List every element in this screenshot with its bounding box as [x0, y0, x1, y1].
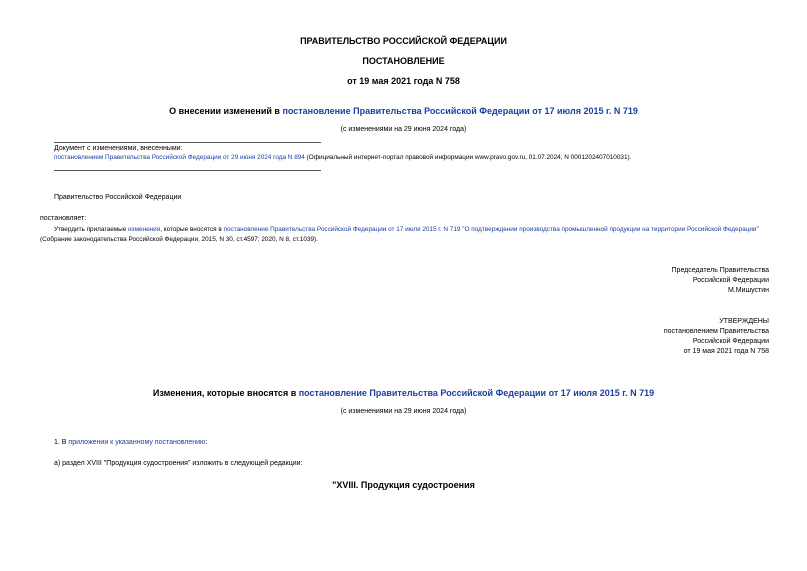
changes-title-link[interactable]: постановление Правительства Российской Федерации от 17 июля 2015 г. N 719 — [298, 388, 655, 398]
document-type: ПОСТАНОВЛЕНИЕ — [362, 56, 445, 66]
document-title — [0, 106, 807, 116]
government-heading: ПРАВИТЕЛЬСТВО РОССИЙСКОЙ ФЕДЕРАЦИИ — [300, 36, 507, 46]
item-1-link[interactable]: приложении к указанному постановлению — [68, 439, 206, 446]
title-prefix: О внесении изменений в — [169, 106, 283, 116]
divider-bottom — [54, 170, 321, 171]
changes-title — [0, 388, 807, 398]
p1-text-c: (Собрание законодательства Российской Федерации, 2015, N 30, ст.4597; 2020, N 8, ст.1039). — [40, 236, 318, 243]
divider-top — [54, 142, 321, 143]
approved-line-3: Российской Федерации — [692, 338, 769, 345]
document-date-number: от 19 мая 2021 года N 758 — [347, 76, 460, 86]
p1-text-b: , которые вносятся в — [160, 226, 224, 233]
item-1-text-b: : — [205, 439, 208, 446]
revision-note: (с изменениями на 29 июня 2024 года) — [340, 126, 467, 133]
p1-text-a: Утвердить прилагаемые — [54, 226, 129, 233]
signature-name: М.Мишустин — [727, 287, 769, 294]
changes-label: Документ с изменениями, внесенными: — [54, 145, 183, 152]
item-a: а) раздел XVIII "Продукция судостроения" изложить в следующей редакции: — [54, 460, 303, 467]
issuer: Правительство Российской Федерации — [54, 194, 182, 201]
approved-line-2: постановлением Правительства — [663, 328, 769, 335]
revision-note-2: (с изменениями на 29 июня 2024 года) — [340, 408, 467, 415]
signature-line-2: Российской Федерации — [692, 277, 769, 284]
title-link[interactable]: постановление Правительства Российской Федерации от 17 июля 2015 г. N 719 — [282, 106, 638, 116]
approved-line-4: от 19 мая 2021 года N 758 — [683, 348, 769, 355]
approved-line-1: УТВЕРЖДЕНЫ — [719, 318, 769, 325]
changes-link[interactable]: постановлением Правительства Российской Федерации от 29 июня 2024 года N 894 — [54, 154, 305, 161]
changes-line — [54, 154, 631, 161]
paragraph-1 — [40, 225, 770, 245]
item-1-text-a: 1. В — [54, 439, 69, 446]
p1-link-resolution[interactable]: постановление Правительства Российской Федерации от 17 июля 2015 г. N 719 "О подтверждении производства промышленной продукции на территории Российской Федерации" — [223, 226, 759, 233]
changes-title-prefix: Изменения, которые вносятся в — [152, 388, 299, 398]
item-1 — [54, 439, 207, 446]
resolves: постановляет: — [40, 215, 87, 222]
changes-source: (Официальный интернет-портал правовой информации www.pravo.gov.ru, 01.07.2024, N 0001202407010031). — [304, 154, 632, 161]
signature-line-1: Председатель Правительства — [671, 267, 769, 274]
p1-link-changes[interactable]: изменения — [128, 226, 161, 233]
section-heading: "XVIII. Продукция судостроения — [332, 480, 475, 490]
